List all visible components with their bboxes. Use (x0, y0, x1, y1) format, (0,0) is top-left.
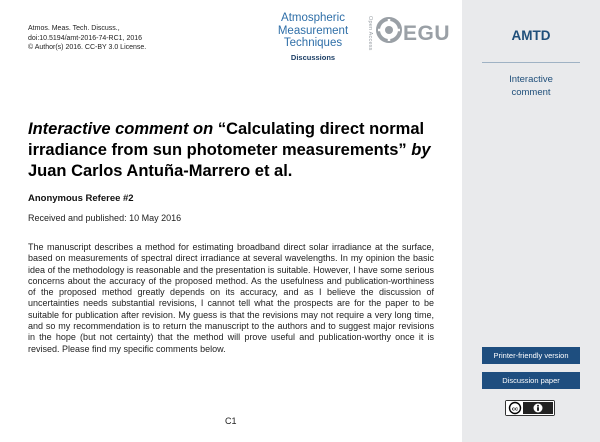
referee-name: Anonymous Referee #2 (28, 193, 134, 204)
discussion-paper-button[interactable]: Discussion paper (482, 372, 580, 389)
paper-title: “Calculating direct normal irradiance from sun photometer measurements” (28, 120, 425, 159)
doi-line: doi:10.5194/amt-2016-74-RC1, 2016 (28, 34, 143, 42)
sidebar-divider (482, 62, 580, 63)
sidebar-subtitle (462, 73, 600, 99)
logo-line2: Measurement (277, 24, 349, 37)
review-body: The manuscript describes a method for estimating broadband direct solar irradiance at the surface, based on measurements of spectral direct irradiance at several wavelengths. In my opinion the basic idea of the methodology is reasonable and the presentation is suitable. However, I have some serious concerns about the accuracy of the proposed method. As the usefulness and publication-worthiness of the proposed method greatly depends on its accuracy, and as I believe the discussion of uncertainties needs substantial revisions, I cannot tell what the prospects are for the paper to be suitable for publication after revision. My guess is that the revisions may not require a very long time, and so my recommendation is to return the manuscript to the authors and to suggest major revisions in the hope (but not certainty) that the method will prove useful and publication-worthy once it is revised. Please find my specific comments below. (28, 242, 434, 354)
sidebar (462, 0, 600, 442)
title-authors: Juan Carlos Antuña-Marrero et al. (28, 162, 293, 180)
open-access-label: Open Access (367, 16, 373, 51)
logo-discussions: Discussions (290, 53, 336, 62)
page-title (28, 119, 453, 182)
amt-logo (262, 8, 452, 70)
logo-line1: Atmospheric (281, 12, 345, 24)
svg-text:cc: cc (511, 406, 519, 413)
journal-line: Atmos. Meas. Tech. Discuss., (28, 25, 120, 32)
printer-friendly-button[interactable]: Printer-friendly version (482, 347, 580, 364)
egu-emblem-icon (374, 14, 404, 46)
logo-title (262, 12, 364, 50)
copyright-line: © Author(s) 2016. CC-BY 3.0 License. (28, 44, 147, 51)
egu-wordmark: EGU (403, 22, 451, 45)
received-date: Received and published: 10 May 2016 (28, 213, 182, 223)
license-badge-icon (506, 401, 554, 415)
subtitle-line2: comment (511, 87, 551, 98)
title-prefix: Interactive comment on (28, 120, 214, 138)
citation-block (28, 24, 146, 53)
journal-abbrev: AMTD (511, 28, 551, 43)
page-number: C1 (225, 416, 237, 426)
cc-by-icon[interactable] (505, 400, 555, 416)
subtitle-line1: Interactive (509, 74, 553, 85)
logo-line3: Techniques (283, 37, 343, 49)
title-by: by (411, 141, 431, 159)
